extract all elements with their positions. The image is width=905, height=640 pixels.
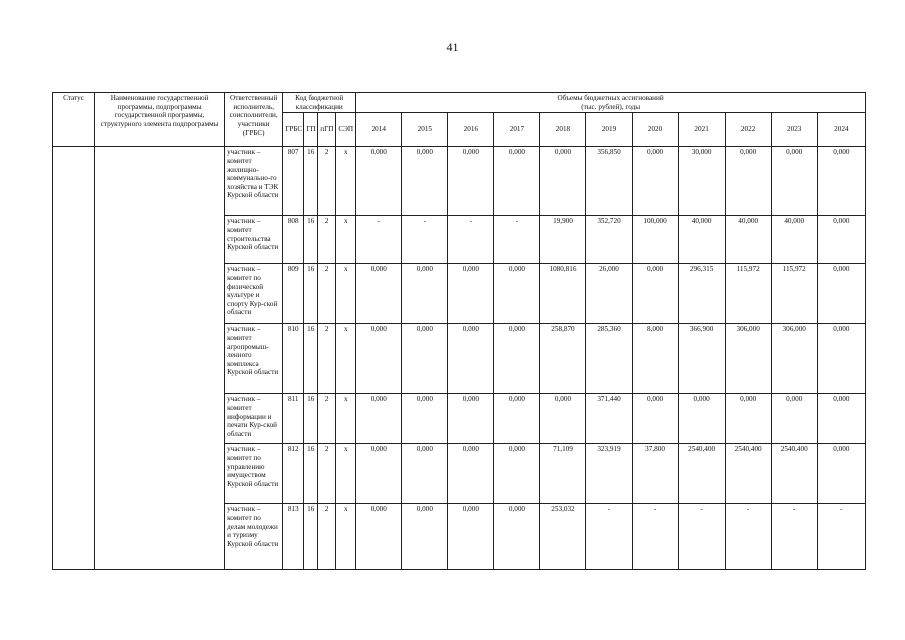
value-cell: - xyxy=(632,504,678,570)
value-cell: 0,000 xyxy=(632,147,678,216)
header-code-sep: СЭП xyxy=(336,113,356,147)
responsible-cell: участник – комитет по делам молодежи и туризму Курской области xyxy=(225,504,283,570)
value-cell: 0,000 xyxy=(817,216,865,264)
value-cell: 0,000 xyxy=(448,504,494,570)
budget-table xyxy=(52,92,866,570)
grbs-cell: 811 xyxy=(283,394,304,444)
sep-cell: x xyxy=(336,444,356,504)
sep-cell: x xyxy=(336,324,356,394)
gp-cell: 16 xyxy=(304,444,318,504)
value-cell: 0,000 xyxy=(356,264,402,324)
grbs-cell: 809 xyxy=(283,264,304,324)
value-cell: 0,000 xyxy=(448,324,494,394)
grbs-cell: 812 xyxy=(283,444,304,504)
sep-cell: x xyxy=(336,504,356,570)
value-cell: 0,000 xyxy=(494,264,540,324)
header-code-gp: ГП xyxy=(304,113,318,147)
gp-cell: 16 xyxy=(304,216,318,264)
grbs-cell: 808 xyxy=(283,216,304,264)
pgp-cell: 2 xyxy=(318,394,336,444)
value-cell: - xyxy=(771,504,817,570)
value-cell: - xyxy=(494,216,540,264)
gp-cell: 16 xyxy=(304,147,318,216)
header-code-pgp: пГП xyxy=(318,113,336,147)
header-year: 2015 xyxy=(402,113,448,147)
header-year: 2021 xyxy=(678,113,725,147)
sep-cell: x xyxy=(336,264,356,324)
value-cell: 306,000 xyxy=(725,324,771,394)
value-cell: 2540,400 xyxy=(725,444,771,504)
pgp-cell: 2 xyxy=(318,147,336,216)
header-year: 2023 xyxy=(771,113,817,147)
header-year: 2017 xyxy=(494,113,540,147)
value-cell: 30,000 xyxy=(678,147,725,216)
header-responsible: Ответственный исполнитель, соисполнители, участники (ГРБС) xyxy=(225,93,283,147)
value-cell: 37,800 xyxy=(632,444,678,504)
value-cell: 0,000 xyxy=(448,147,494,216)
value-cell: 26,000 xyxy=(586,264,632,324)
table-row xyxy=(53,147,866,216)
value-cell: - xyxy=(448,216,494,264)
value-cell: 0,000 xyxy=(402,147,448,216)
value-cell: - xyxy=(586,504,632,570)
responsible-cell: участник – комитет жилищно-коммунально-го хозяйства и ТЭК Курской области xyxy=(225,147,283,216)
value-cell: 71,109 xyxy=(540,444,586,504)
value-cell: 0,000 xyxy=(356,324,402,394)
value-cell: 115,972 xyxy=(725,264,771,324)
value-cell: 306,000 xyxy=(771,324,817,394)
responsible-cell: участник – комитет по физической культуре и спорту Кур-ской области xyxy=(225,264,283,324)
sep-cell: x xyxy=(336,394,356,444)
value-cell: 19,900 xyxy=(540,216,586,264)
header-status: Статус xyxy=(53,93,95,147)
value-cell: 253,032 xyxy=(540,504,586,570)
value-cell: - xyxy=(678,504,725,570)
value-cell: 0,000 xyxy=(771,147,817,216)
value-cell: - xyxy=(402,216,448,264)
value-cell: 1080,816 xyxy=(540,264,586,324)
value-cell: - xyxy=(725,504,771,570)
value-cell: 115,972 xyxy=(771,264,817,324)
value-cell: 0,000 xyxy=(448,444,494,504)
value-cell: 0,000 xyxy=(678,394,725,444)
value-cell: 40,000 xyxy=(725,216,771,264)
value-cell: 0,000 xyxy=(402,324,448,394)
gp-cell: 16 xyxy=(304,504,318,570)
header-budget-code: Код бюджетной классификации xyxy=(283,93,356,113)
responsible-cell: участник – комитет по управлению имуществом Курской области xyxy=(225,444,283,504)
value-cell: 0,000 xyxy=(632,264,678,324)
value-cell: 323,919 xyxy=(586,444,632,504)
value-cell: 0,000 xyxy=(817,264,865,324)
header-volumes xyxy=(356,93,866,113)
header-year: 2016 xyxy=(448,113,494,147)
sep-cell: x xyxy=(336,216,356,264)
value-cell: 0,000 xyxy=(817,147,865,216)
value-cell: 0,000 xyxy=(494,324,540,394)
value-cell: 352,720 xyxy=(586,216,632,264)
value-cell: 0,000 xyxy=(494,147,540,216)
header-volumes-sub: (тыс. рублей), годы xyxy=(581,102,641,111)
value-cell: 0,000 xyxy=(356,444,402,504)
header-volumes-title: Объемы бюджетных ассигнований xyxy=(557,94,664,102)
value-cell: 40,000 xyxy=(771,216,817,264)
pgp-cell: 2 xyxy=(318,216,336,264)
value-cell: 0,000 xyxy=(817,394,865,444)
value-cell: - xyxy=(356,216,402,264)
gp-cell: 16 xyxy=(304,264,318,324)
pgp-cell: 2 xyxy=(318,324,336,394)
pgp-cell: 2 xyxy=(318,444,336,504)
header-year: 2014 xyxy=(356,113,402,147)
grbs-cell: 813 xyxy=(283,504,304,570)
pgp-cell: 2 xyxy=(318,264,336,324)
grbs-cell: 810 xyxy=(283,324,304,394)
header-year: 2018 xyxy=(540,113,586,147)
value-cell: 0,000 xyxy=(402,264,448,324)
value-cell: 0,000 xyxy=(817,324,865,394)
value-cell: 285,360 xyxy=(586,324,632,394)
value-cell: 258,870 xyxy=(540,324,586,394)
gp-cell: 16 xyxy=(304,394,318,444)
header-name: Наименование государственной программы, подпрограммы государственной программы, структурного элемента подпрограммы xyxy=(95,93,225,147)
responsible-cell: участник – комитет агропромыш-ленного комплекса Курской области xyxy=(225,324,283,394)
header-year: 2019 xyxy=(586,113,632,147)
value-cell: 0,000 xyxy=(725,394,771,444)
sep-cell: x xyxy=(336,147,356,216)
value-cell: 0,000 xyxy=(356,394,402,444)
value-cell: 0,000 xyxy=(448,394,494,444)
pgp-cell: 2 xyxy=(318,504,336,570)
value-cell: 8,000 xyxy=(632,324,678,394)
value-cell: 0,000 xyxy=(356,504,402,570)
value-cell: - xyxy=(817,504,865,570)
responsible-cell: участник – комитет информации и печати Кур-ской области xyxy=(225,394,283,444)
value-cell: 366,900 xyxy=(678,324,725,394)
value-cell: 371,440 xyxy=(586,394,632,444)
value-cell: 0,000 xyxy=(632,394,678,444)
page-number: 41 xyxy=(446,40,459,54)
responsible-cell: участник – комитет строительства Курской области xyxy=(225,216,283,264)
grbs-cell: 807 xyxy=(283,147,304,216)
value-cell: 0,000 xyxy=(771,394,817,444)
value-cell: 0,000 xyxy=(356,147,402,216)
value-cell: 356,850 xyxy=(586,147,632,216)
value-cell: 2540,400 xyxy=(771,444,817,504)
header-code-grbs: ГРБС xyxy=(283,113,304,147)
value-cell: 0,000 xyxy=(494,394,540,444)
value-cell: 100,000 xyxy=(632,216,678,264)
value-cell: 0,000 xyxy=(402,444,448,504)
value-cell: 0,000 xyxy=(494,504,540,570)
value-cell: 40,000 xyxy=(678,216,725,264)
name-cell xyxy=(95,147,225,570)
value-cell: 296,315 xyxy=(678,264,725,324)
header-year: 2024 xyxy=(817,113,865,147)
value-cell: 0,000 xyxy=(725,147,771,216)
table-header xyxy=(53,93,866,147)
value-cell: 0,000 xyxy=(540,394,586,444)
status-cell xyxy=(53,147,95,570)
value-cell: 0,000 xyxy=(402,504,448,570)
value-cell: 0,000 xyxy=(817,444,865,504)
value-cell: 0,000 xyxy=(494,444,540,504)
value-cell: 0,000 xyxy=(448,264,494,324)
value-cell: 2540,400 xyxy=(678,444,725,504)
gp-cell: 16 xyxy=(304,324,318,394)
header-year: 2022 xyxy=(725,113,771,147)
value-cell: 0,000 xyxy=(402,394,448,444)
header-year: 2020 xyxy=(632,113,678,147)
value-cell: 0,000 xyxy=(540,147,586,216)
